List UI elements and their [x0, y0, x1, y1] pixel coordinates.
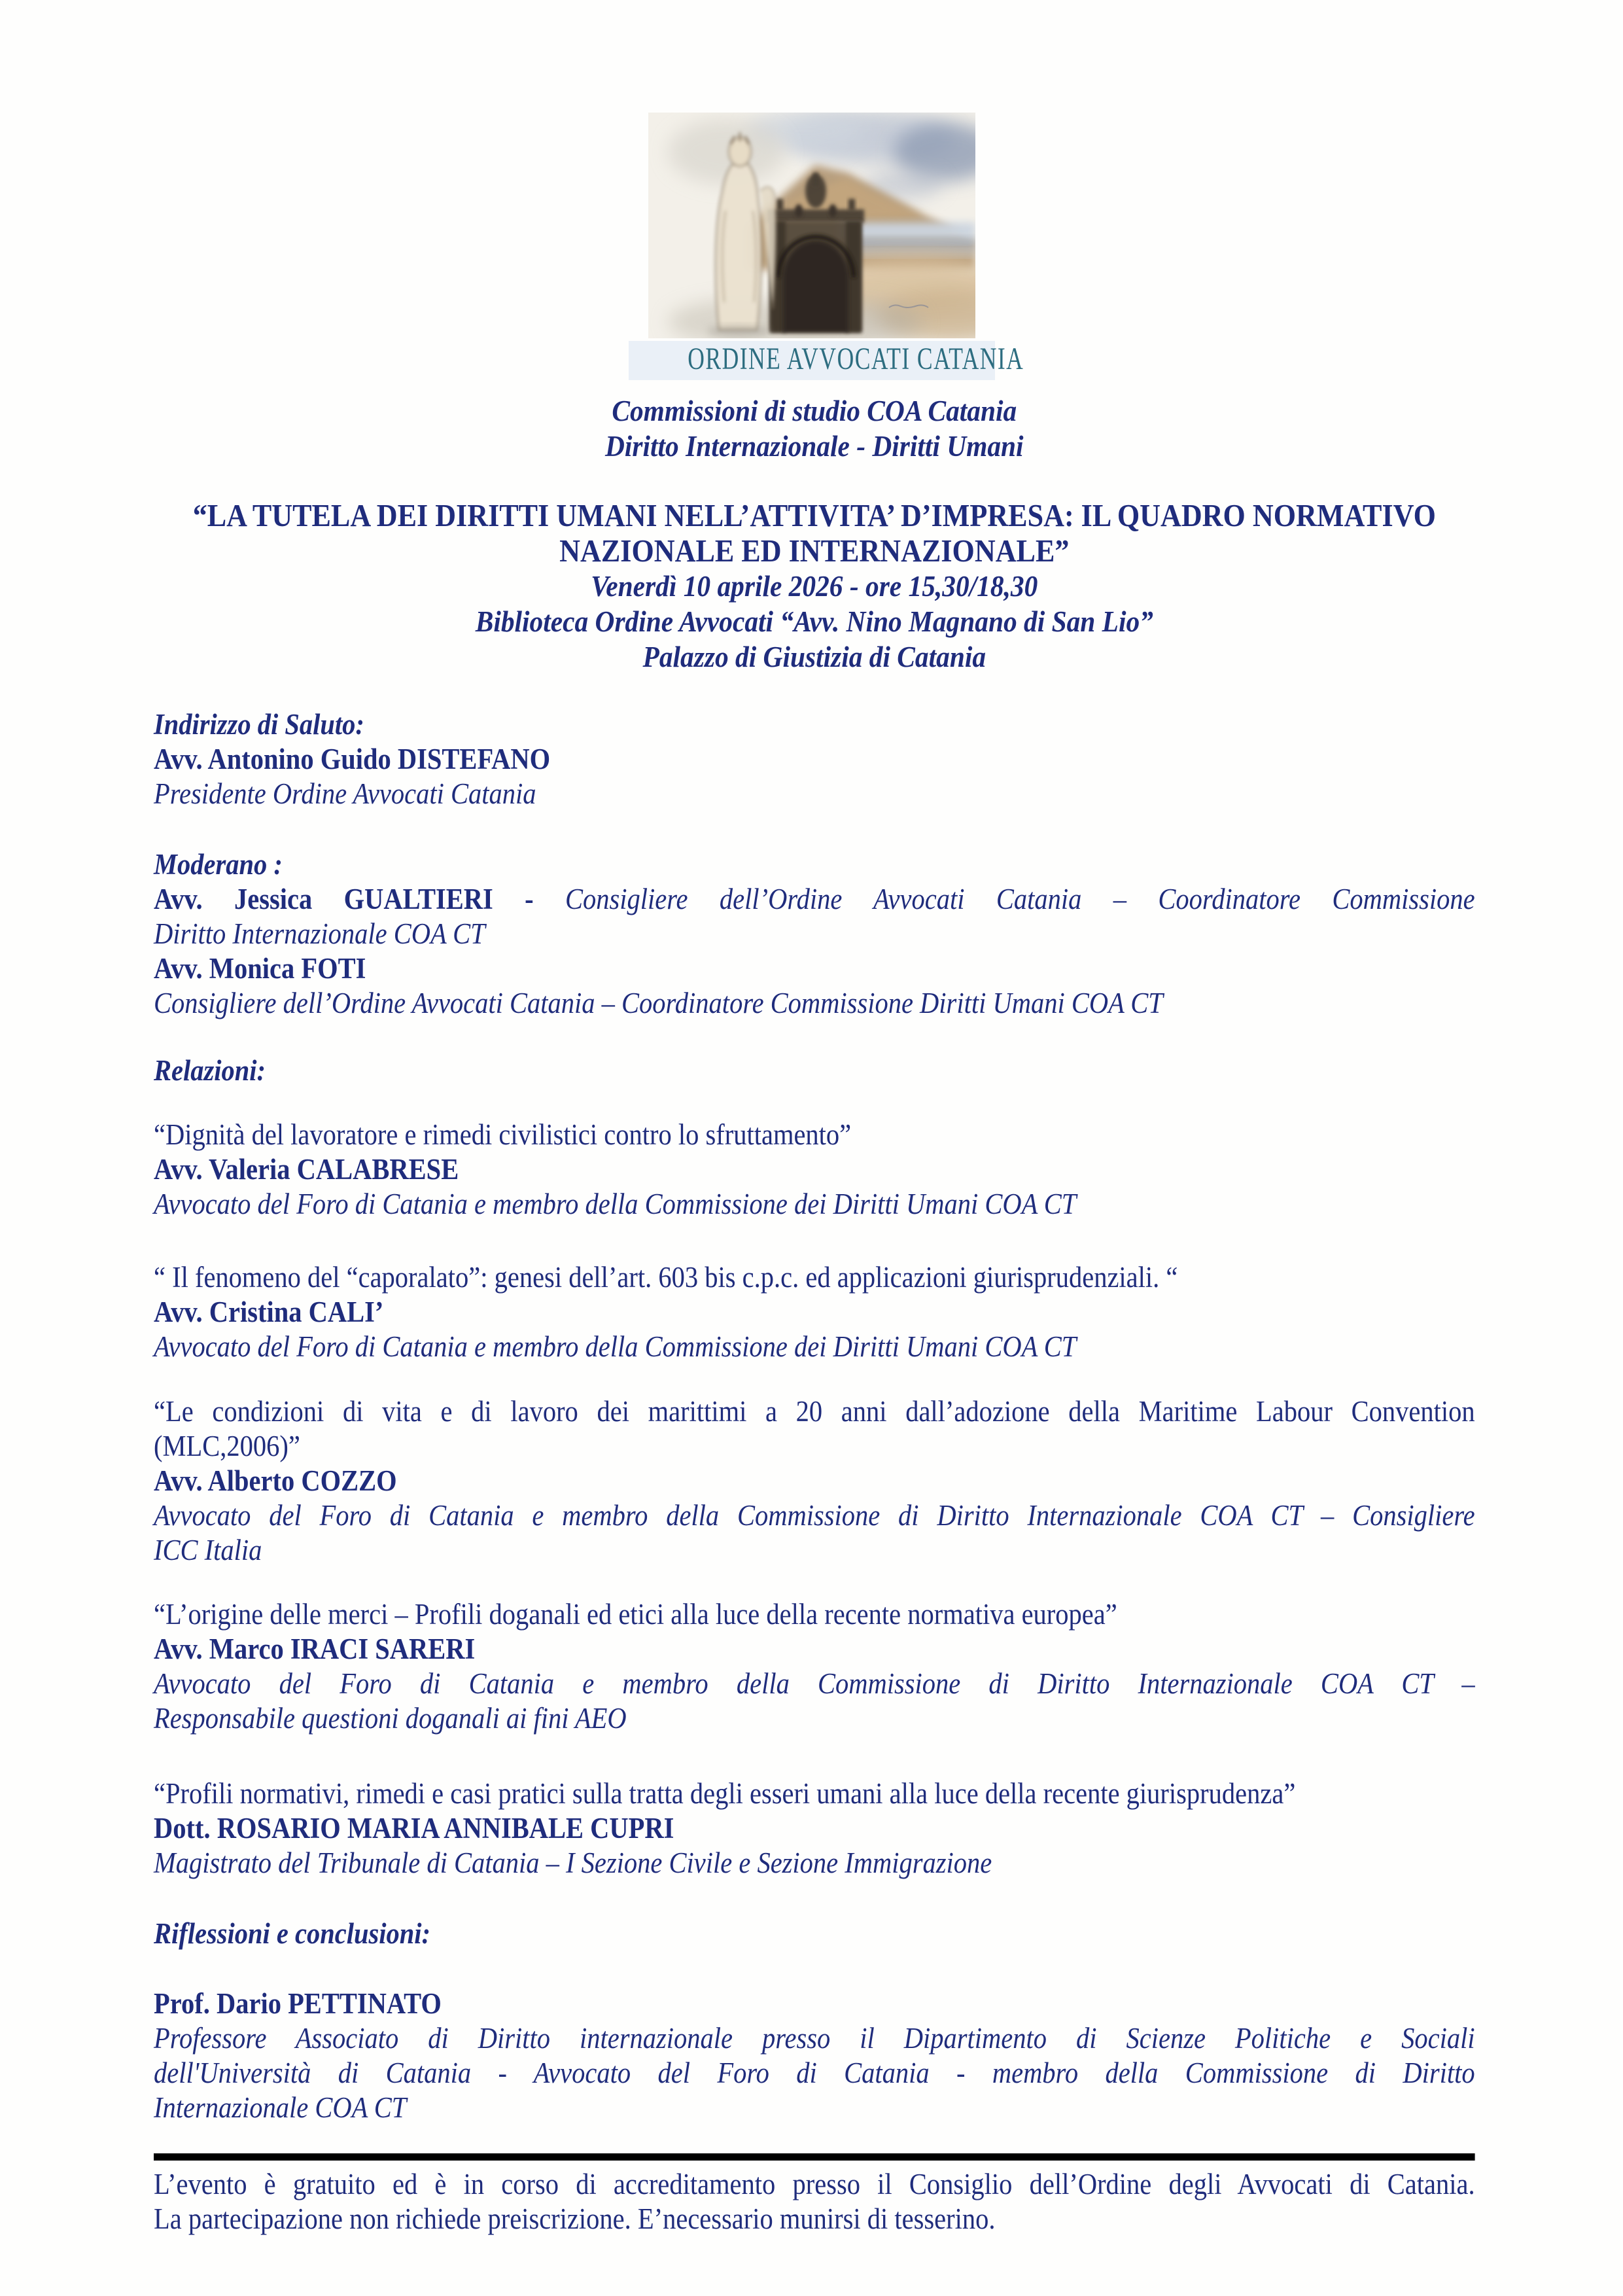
speaker-name: Avv. Antonino Guido DISTEFANO — [154, 743, 551, 775]
moderator-1-line — [154, 882, 1475, 917]
speaker-role-cont: ICC Italia — [154, 1534, 262, 1566]
speaker-name: Avv. Monica FOTI — [154, 952, 366, 985]
speaker-role-cont: dell'Università di Catania - Avvocato del Foro di Catania - membro della Commissione di Diritto — [154, 2057, 1475, 2089]
footer-note-line: L’evento è gratuito ed è in corso di accreditamento presso il Consiglio dell’Ordine degli Avvocati di Catania. — [154, 2168, 1475, 2200]
event-title-line: NAZIONALE ED INTERNAZIONALE” — [559, 533, 1070, 569]
speaker-role: Presidente Ordine Avvocati Catania — [154, 777, 536, 810]
speaker-name: Avv. Valeria CALABRESE — [154, 1153, 459, 1186]
speaker-role: Avvocato del Foro di Catania e membro della Commissione di Diritto Internazionale COA CT – Consigliere — [154, 1499, 1475, 1532]
speaker-role: Consigliere dell’Ordine Avvocati Catania – Coordinatore Commissione Diritti Umani COA CT — [154, 987, 1163, 1019]
speaker-role: Consigliere dell’Ordine Avvocati Catania – Coordinatore Commissione — [565, 883, 1475, 915]
section-heading-riflessioni: Riflessioni e conclusioni: — [154, 1917, 431, 1950]
speaker-name: Avv. Marco IRACI SARERI — [154, 1633, 476, 1665]
event-datetime: Venerdì 10 aprile 2026 - ore 15,30/18,30 — [591, 569, 1038, 603]
speaker-role: Avvocato del Foro di Catania e membro della Commissione dei Diritti Umani COA CT — [154, 1188, 1077, 1220]
logo-caption-text: ORDINE AVVOCATI CATANIA — [687, 342, 1024, 376]
speaker-role: Professore Associato di Diritto internazionale presso il Dipartimento di Scienze Politiche e Sociali — [154, 2022, 1475, 2055]
coa-logo — [629, 0, 1024, 380]
event-title-line: “LA TUTELA DEI DIRITTI UMANI NELL’ATTIVITA’ D’IMPRESA: IL QUADRO NORMATIVO — [192, 497, 1436, 533]
logo-caption-strip — [629, 341, 1024, 380]
section-heading-relazioni: Relazioni: — [154, 1054, 266, 1087]
talk-title-cont: (MLC,2006)” — [154, 1430, 300, 1462]
section-heading-moderano: Moderano : — [154, 848, 283, 881]
moderator-1-role-cont: Diritto Internazionale COA CT — [154, 917, 485, 950]
speaker-role: Avvocato del Foro di Catania e membro della Commissione dei Diritti Umani COA CT — [154, 1330, 1077, 1363]
section-heading-indirizzo: Indirizzo di Saluto: — [154, 708, 364, 741]
org-line: Commissioni di studio COA Catania — [612, 394, 1017, 427]
speaker-name: Dott. ROSARIO MARIA ANNIBALE CUPRI — [154, 1812, 674, 1845]
event-venue: Biblioteca Ordine Avvocati “Avv. Nino Magnano di San Lio” — [475, 605, 1153, 638]
speaker-name: Avv. Cristina CALI’ — [154, 1296, 384, 1328]
speaker-name: Avv. Jessica GUALTIERI - — [154, 883, 534, 915]
speaker-name: Avv. Alberto COZZO — [154, 1464, 397, 1497]
document-body — [154, 393, 1475, 2236]
talk-title: “Le condizioni di vita e di lavoro dei marittimi a 20 anni dall’adozione della Maritime Labour Convention — [154, 1395, 1475, 1428]
footer-divider-rule — [154, 2153, 1475, 2161]
talk-title: “L’origine delle merci – Profili doganali ed etici alla luce della recente normativa europea” — [154, 1598, 1117, 1631]
talk-title: “Dignità del lavoratore e rimedi civilistici contro lo sfruttamento” — [154, 1118, 852, 1151]
speaker-role-cont: Internazionale COA CT — [154, 2091, 407, 2124]
speaker-role: Magistrato del Tribunale di Catania – I Sezione Civile e Sezione Immigrazione — [154, 1846, 992, 1879]
speaker-name: Prof. Dario PETTINATO — [154, 1987, 442, 2020]
org-line: Diritto Internazionale - Diritti Umani — [605, 429, 1024, 463]
footer-note-line: La partecipazione non richiede preiscrizione. E’necessario munirsi di tesserino. — [154, 2202, 996, 2235]
talk-title: “ Il fenomeno del “caporalato”: genesi dell’art. 603 bis c.p.c. ed applicazioni giurisprudenziali. “ — [154, 1261, 1178, 1294]
talk-title: “Profili normativi, rimedi e casi pratici sulla tratta degli esseri umani alla luce della recente giurisprudenza” — [154, 1777, 1296, 1810]
event-building: Palazzo di Giustizia di Catania — [642, 640, 986, 673]
coa-logo-artwork — [648, 113, 975, 338]
speaker-role: Avvocato del Foro di Catania e membro della Commissione di Diritto Internazionale COA CT – — [154, 1667, 1475, 1700]
speaker-role-cont: Responsabile questioni doganali ai fini AEO — [154, 1702, 627, 1735]
